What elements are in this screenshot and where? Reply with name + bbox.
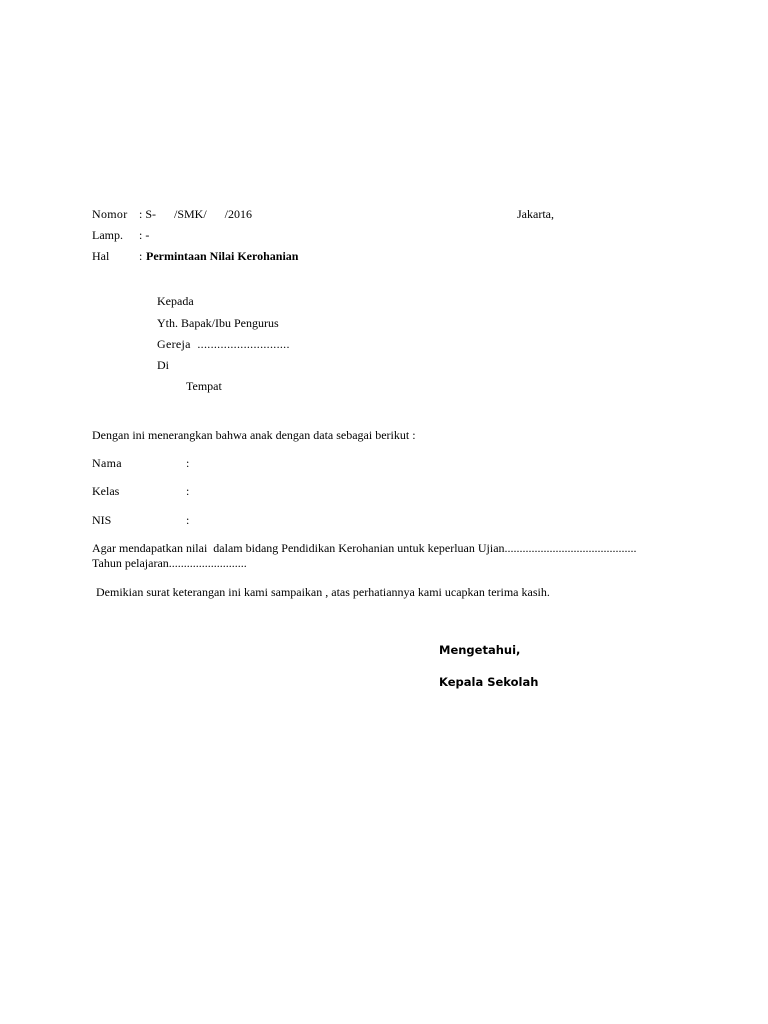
recipient-kepada: Kepada bbox=[157, 294, 194, 308]
hal-label: Hal bbox=[92, 249, 110, 263]
field-nis-label: NIS bbox=[92, 513, 112, 527]
field-nama-label: Nama bbox=[92, 456, 122, 470]
field-kelas-colon: : bbox=[186, 484, 190, 498]
purpose-line-1: Agar mendapatkan nilai dalam bidang Pendidikan Kerohanian untuk keperluan Ujian............................................ bbox=[92, 541, 637, 555]
field-nis-colon: : bbox=[186, 513, 190, 527]
field-kelas-label: Kelas bbox=[92, 484, 120, 498]
subject-title: Permintaan Nilai Kerohanian bbox=[146, 249, 299, 263]
place-date: Jakarta, bbox=[517, 207, 554, 221]
lamp-value: : - bbox=[139, 228, 150, 242]
closing-text: Demikian surat keterangan ini kami sampaikan , atas perhatiannya kami ucapkan terima kasih. bbox=[96, 585, 550, 599]
signature-kepala-sekolah: Kepala Sekolah bbox=[439, 675, 539, 689]
field-nama-colon: : bbox=[186, 456, 190, 470]
recipient-yth: Yth. Bapak/Ibu Pengurus bbox=[157, 316, 279, 330]
recipient-gereja: Gereja ............................ bbox=[157, 337, 290, 351]
lamp-label: Lamp. bbox=[92, 228, 123, 242]
nomor-value: : S- /SMK/ /2016 bbox=[139, 207, 253, 221]
nomor-label: Nomor bbox=[92, 207, 128, 221]
signature-mengetahui: Mengetahui, bbox=[439, 643, 521, 657]
hal-colon: : bbox=[139, 249, 143, 263]
intro-text: Dengan ini menerangkan bahwa anak dengan data sebagai berikut : bbox=[92, 428, 416, 442]
purpose-line-2: Tahun pelajaran.......................... bbox=[92, 556, 247, 570]
recipient-tempat: Tempat bbox=[186, 379, 222, 393]
recipient-di: Di bbox=[157, 358, 169, 372]
